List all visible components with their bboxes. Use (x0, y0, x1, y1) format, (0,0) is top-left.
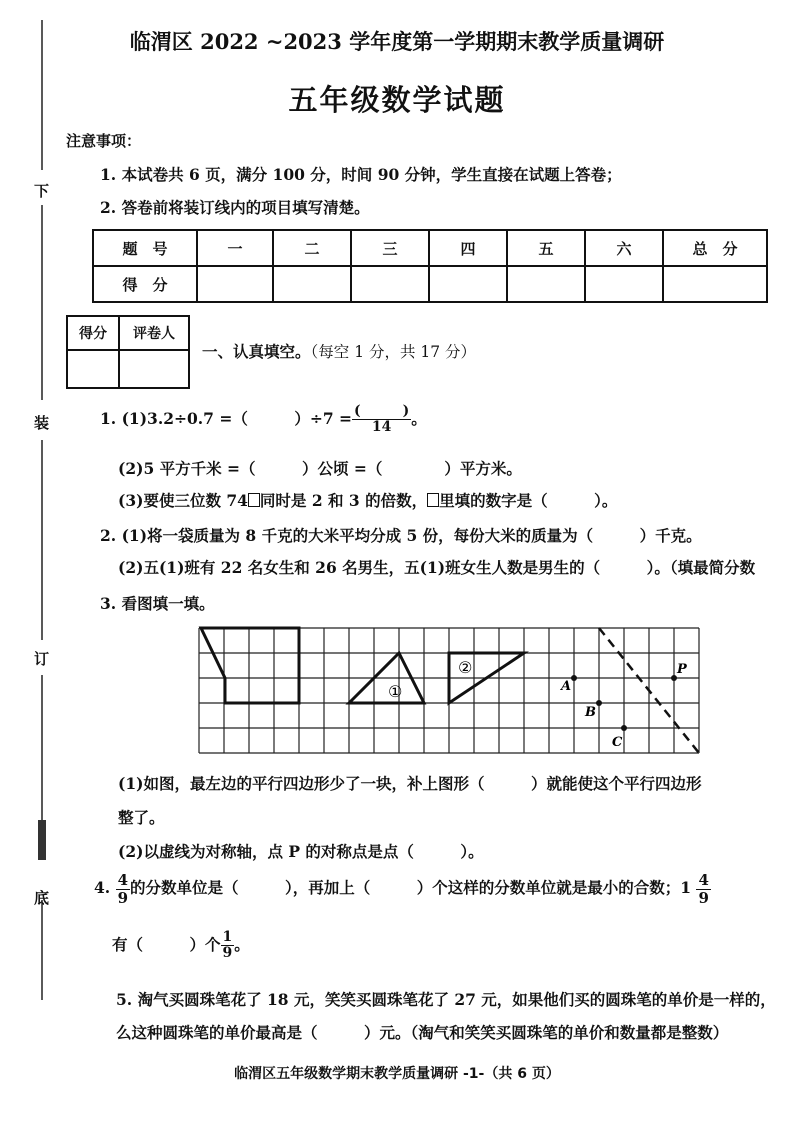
table-cell: 总 分 (663, 230, 767, 266)
q4-text-2: 有（ ）个 (112, 934, 221, 954)
score-input-cell[interactable] (429, 266, 507, 302)
q1a-text: 1. (1)3.2÷0.7 =（ ）÷7 = (100, 408, 352, 428)
grader-box (66, 315, 190, 389)
shape-2-label: ② (458, 658, 473, 677)
shape-1-label: ① (388, 682, 403, 701)
score-input-cell[interactable] (197, 266, 273, 302)
grid-figure (198, 625, 702, 757)
question-5-line1: 5. 淘气买圆珠笔花了 18 元，笑笑买圆珠笔花了 27 元，如果他们买的圆珠笔的单价是一样的， (116, 990, 776, 1009)
exam-subtitle: 五年级数学试题 (288, 83, 506, 117)
q1a-numerator: ( ) (354, 403, 410, 419)
exam-title: 临渭区 2022 ~2023 学年度第一学期期末教学质量调研 (129, 29, 665, 54)
blank-box-icon (248, 493, 260, 507)
table-cell: 一 (197, 230, 273, 266)
q1c-text-3: 里填的数字是（ ）。 (439, 491, 618, 510)
incomplete-parallelogram (201, 628, 299, 703)
question-2a: 2. (1)将一袋质量为 8 千克的大米平均分成 5 份，每份大米的质量为（ ）千克。 (100, 526, 702, 545)
question-1a (100, 404, 427, 436)
q4-number: 4. (94, 878, 111, 897)
margin-char-4: 底 (34, 889, 50, 907)
q4-mixed-denominator: 9 (698, 888, 709, 907)
question-3-1-line1: (1)如图，最左边的平行四边形少了一块，补上图形（ ）就能使这个平行四边形 (118, 774, 702, 793)
section-1-heading (202, 340, 476, 362)
page-footer: 临渭区五年级数学期末教学质量调研 -1-（共 6 页） (234, 1066, 560, 1082)
question-3-1-line2: 整了。 (118, 808, 165, 827)
score-table (92, 229, 768, 303)
score-input-cell[interactable] (273, 266, 351, 302)
question-3-2: (2)以虚线为对称轴，点 P 的对称点是点（ ）。 (118, 842, 484, 861)
q4-unit-denominator: 9 (222, 945, 233, 962)
point-b-label: B (585, 705, 596, 720)
score-input-cell[interactable] (585, 266, 663, 302)
table-cell: 六 (585, 230, 663, 266)
point-c (621, 725, 627, 731)
q4-denominator: 9 (117, 888, 129, 907)
notes-heading: 注意事项： (66, 132, 142, 150)
q4-end: 。 (234, 934, 250, 954)
grader-name-cell[interactable] (119, 350, 189, 388)
score-input-cell[interactable] (351, 266, 429, 302)
point-p-label: P (677, 662, 687, 677)
point-b (596, 700, 602, 706)
question-1b: (2)5 平方千米 =（ ）公顷 =（ ）平方米。 (118, 459, 522, 478)
note-item-1: 1. 本试卷共 6 页，满分 100 分，时间 90 分钟，学生直接在试题上答卷； (100, 165, 622, 184)
section-1-title: 一、认真填空。 (202, 343, 311, 361)
question-1c (118, 489, 617, 511)
table-cell: 四 (429, 230, 507, 266)
table-row (93, 266, 767, 302)
question-3-heading: 3. 看图填一填。 (100, 594, 215, 613)
margin-char-2: 装 (34, 414, 50, 432)
q1a-end: 。 (411, 408, 427, 428)
grader-score-cell[interactable] (67, 350, 119, 388)
q1a-fraction (352, 404, 411, 436)
margin-char-3: 订 (34, 650, 50, 668)
q4-mixed-fraction (696, 872, 710, 906)
question-5-line2: 么这种圆珠笔的单价最高是（ ）元。（淘气和笑笑买圆珠笔的单价和数量都是整数） (116, 1023, 729, 1042)
q1c-text-2: 同时是 2 和 3 的倍数， (259, 491, 428, 510)
score-input-cell[interactable] (663, 266, 767, 302)
q4-fraction (116, 872, 130, 906)
note-item-2: 2. 答卷前将装订线内的项目填写清楚。 (100, 198, 370, 217)
question-4-line2 (112, 930, 250, 962)
question-2b: (2)五(1)班有 22 名女生和 26 名男生，五(1)班女生人数是男生的（ ）。（填最简分数 (118, 558, 756, 577)
point-a-label: A (561, 679, 572, 694)
margin-char-1: 下 (34, 182, 50, 200)
table-cell: 三 (351, 230, 429, 266)
score-input-cell[interactable] (507, 266, 585, 302)
table-cell: 五 (507, 230, 585, 266)
section-1-note: （每空 1 分，共 17 分） (310, 343, 477, 361)
q1c-text-1: (3)要使三位数 74 (118, 491, 248, 510)
grader-name-label: 评卷人 (119, 316, 189, 350)
blank-box-icon (427, 493, 439, 507)
grader-score-label: 得分 (67, 316, 119, 350)
table-cell: 得 分 (93, 266, 197, 302)
point-a (571, 675, 577, 681)
q4-text-1: 的分数单位是（ ），再加上（ ）个这样的分数单位就是最小的合数；1 (130, 878, 692, 897)
table-cell: 二 (273, 230, 351, 266)
q4-unit-numerator: 1 (222, 929, 233, 945)
q4-mixed-numerator: 4 (698, 871, 709, 889)
table-cell: 题 号 (93, 230, 197, 266)
binding-line (30, 0, 54, 1124)
point-c-label: C (612, 735, 623, 750)
table-row (93, 230, 767, 266)
q4-numerator: 4 (117, 871, 129, 889)
q4-unit-fraction (221, 930, 235, 962)
question-4-line1 (94, 872, 711, 906)
q1a-denominator: 14 (371, 419, 392, 436)
